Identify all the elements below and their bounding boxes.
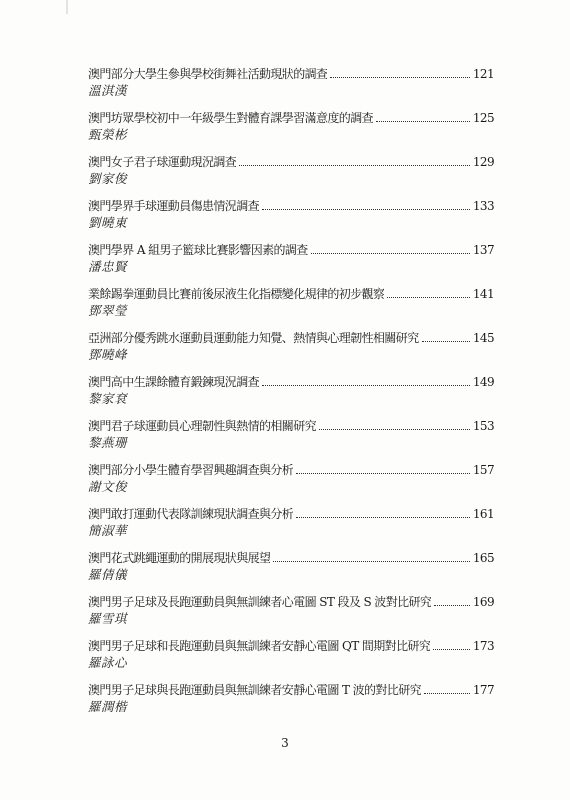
toc-entry — [88, 543, 494, 587]
toc-entry — [88, 235, 494, 279]
toc-page-number: 157 — [472, 463, 494, 477]
toc-title-line — [88, 103, 494, 125]
dot-leader — [330, 77, 469, 78]
toc-author: 鄧翠瑩 — [88, 303, 128, 318]
toc-page-number: 169 — [472, 595, 494, 609]
toc-author: 簡淑華 — [88, 523, 128, 538]
toc-title-line — [88, 587, 494, 609]
toc-title: 澳門學界 A 組男子籃球比賽影響因素的調查 — [88, 243, 308, 257]
toc-author: 黎燕珊 — [88, 435, 128, 450]
toc-title: 澳門君子球運動員心理韌性與熱情的相關研究 — [88, 419, 317, 433]
toc-page-number: 177 — [472, 683, 494, 697]
toc-entry — [88, 279, 494, 323]
toc-title-line — [88, 631, 494, 653]
toc-entry — [88, 103, 494, 147]
toc-title: 澳門花式跳繩運動的開展現狀與展望 — [88, 551, 271, 565]
toc-title-line — [88, 235, 494, 257]
toc-title-line — [88, 279, 494, 301]
toc-entry — [88, 675, 494, 719]
dot-leader — [296, 473, 470, 474]
toc-title-line — [88, 455, 494, 477]
toc-author: 黎家袞 — [88, 391, 128, 406]
toc-title: 亞洲部分優秀跳水運動員運動能力知覺、熱情與心理韌性相關研究 — [88, 331, 419, 345]
page-number: 3 — [281, 736, 289, 750]
toc-author: 潘忠賢 — [88, 259, 128, 274]
toc-page-number: 125 — [472, 111, 494, 125]
toc-title-line — [88, 675, 494, 697]
toc-entry — [88, 587, 494, 631]
dot-leader — [296, 517, 470, 518]
toc-title-line — [88, 367, 494, 389]
toc-title-line — [88, 147, 494, 169]
toc-entry — [88, 323, 494, 367]
dot-leader — [433, 649, 470, 650]
dot-leader — [311, 253, 470, 254]
toc-author: 羅雪琪 — [88, 611, 128, 626]
toc-title-line — [88, 323, 494, 345]
toc-entry — [88, 147, 494, 191]
toc-author: 羅詠心 — [88, 655, 128, 670]
toc-author: 鄧曉峰 — [88, 347, 128, 362]
toc-page-number: 173 — [472, 639, 494, 653]
toc-title-line — [88, 499, 494, 521]
toc-title: 澳門女子君子球運動現況調查 — [88, 155, 237, 169]
toc-page-number: 121 — [472, 67, 494, 81]
toc-entry — [88, 367, 494, 411]
toc-page-number: 165 — [472, 551, 494, 565]
toc-title-line — [88, 411, 494, 433]
dot-leader — [319, 429, 470, 430]
toc-author: 溫淇漢 — [88, 83, 128, 98]
toc-title-line — [88, 59, 494, 81]
toc-title: 澳門學界手球運動員傷患情況調查 — [88, 199, 260, 213]
toc-title-line — [88, 191, 494, 213]
toc-entry — [88, 411, 494, 455]
dot-leader — [424, 693, 470, 694]
toc-author: 劉曉東 — [88, 215, 128, 230]
toc-title: 澳門男子足球及長跑運動員與無訓練者心電圖 ST 段及 S 波對比研究 — [88, 595, 432, 609]
toc-author: 羅潤楷 — [88, 699, 128, 714]
toc-title: 業餘踢拳運動員比賽前後尿液生化指標變化規律的初步觀察 — [88, 287, 385, 301]
toc-author: 羅倩儀 — [88, 567, 128, 582]
toc-entry — [88, 631, 494, 675]
toc-title: 澳門部分小學生體育學習興趣調查與分析 — [88, 463, 294, 477]
toc-entry — [88, 455, 494, 499]
toc-title: 澳門高中生課餘體育鍛鍊現況調查 — [88, 375, 260, 389]
toc-page-number: 161 — [472, 507, 494, 521]
toc-title-line — [88, 543, 494, 565]
toc-page-number: 145 — [472, 331, 494, 345]
toc-title: 澳門坊眾學校初中一年級學生對體育課學習滿意度的調查 — [88, 111, 374, 125]
table-of-contents — [88, 59, 494, 719]
toc-entry — [88, 59, 494, 103]
toc-page-number: 141 — [472, 287, 494, 301]
dot-leader — [262, 209, 470, 210]
dot-leader — [422, 341, 470, 342]
toc-page-number: 129 — [472, 155, 494, 169]
dot-leader — [387, 297, 469, 298]
toc-title: 澳門男子足球與長跑運動員與無訓練者安靜心電圖 T 波的對比研究 — [88, 683, 422, 697]
toc-author: 謝文俊 — [88, 479, 128, 494]
toc-page-number: 149 — [472, 375, 494, 389]
dot-leader — [376, 121, 470, 122]
toc-title: 澳門部分大學生參與學校街舞社活動現狀的調查 — [88, 67, 328, 81]
dot-leader — [273, 561, 469, 562]
toc-page-number: 153 — [472, 419, 494, 433]
dot-leader — [434, 605, 470, 606]
toc-author: 甄榮彬 — [88, 127, 128, 142]
toc-entry — [88, 191, 494, 235]
toc-title: 澳門男子足球和長跑運動員與無訓練者安靜心電圖 QT 間期對比研究 — [88, 639, 431, 653]
toc-page-number: 133 — [472, 199, 494, 213]
dot-leader — [239, 165, 470, 166]
toc-entry — [88, 499, 494, 543]
scan-artifact — [66, 0, 68, 14]
dot-leader — [262, 385, 470, 386]
toc-author: 劉家俊 — [88, 171, 128, 186]
toc-title: 澳門敢打運動代表隊訓練現狀調查與分析 — [88, 507, 294, 521]
toc-page-number: 137 — [472, 243, 494, 257]
